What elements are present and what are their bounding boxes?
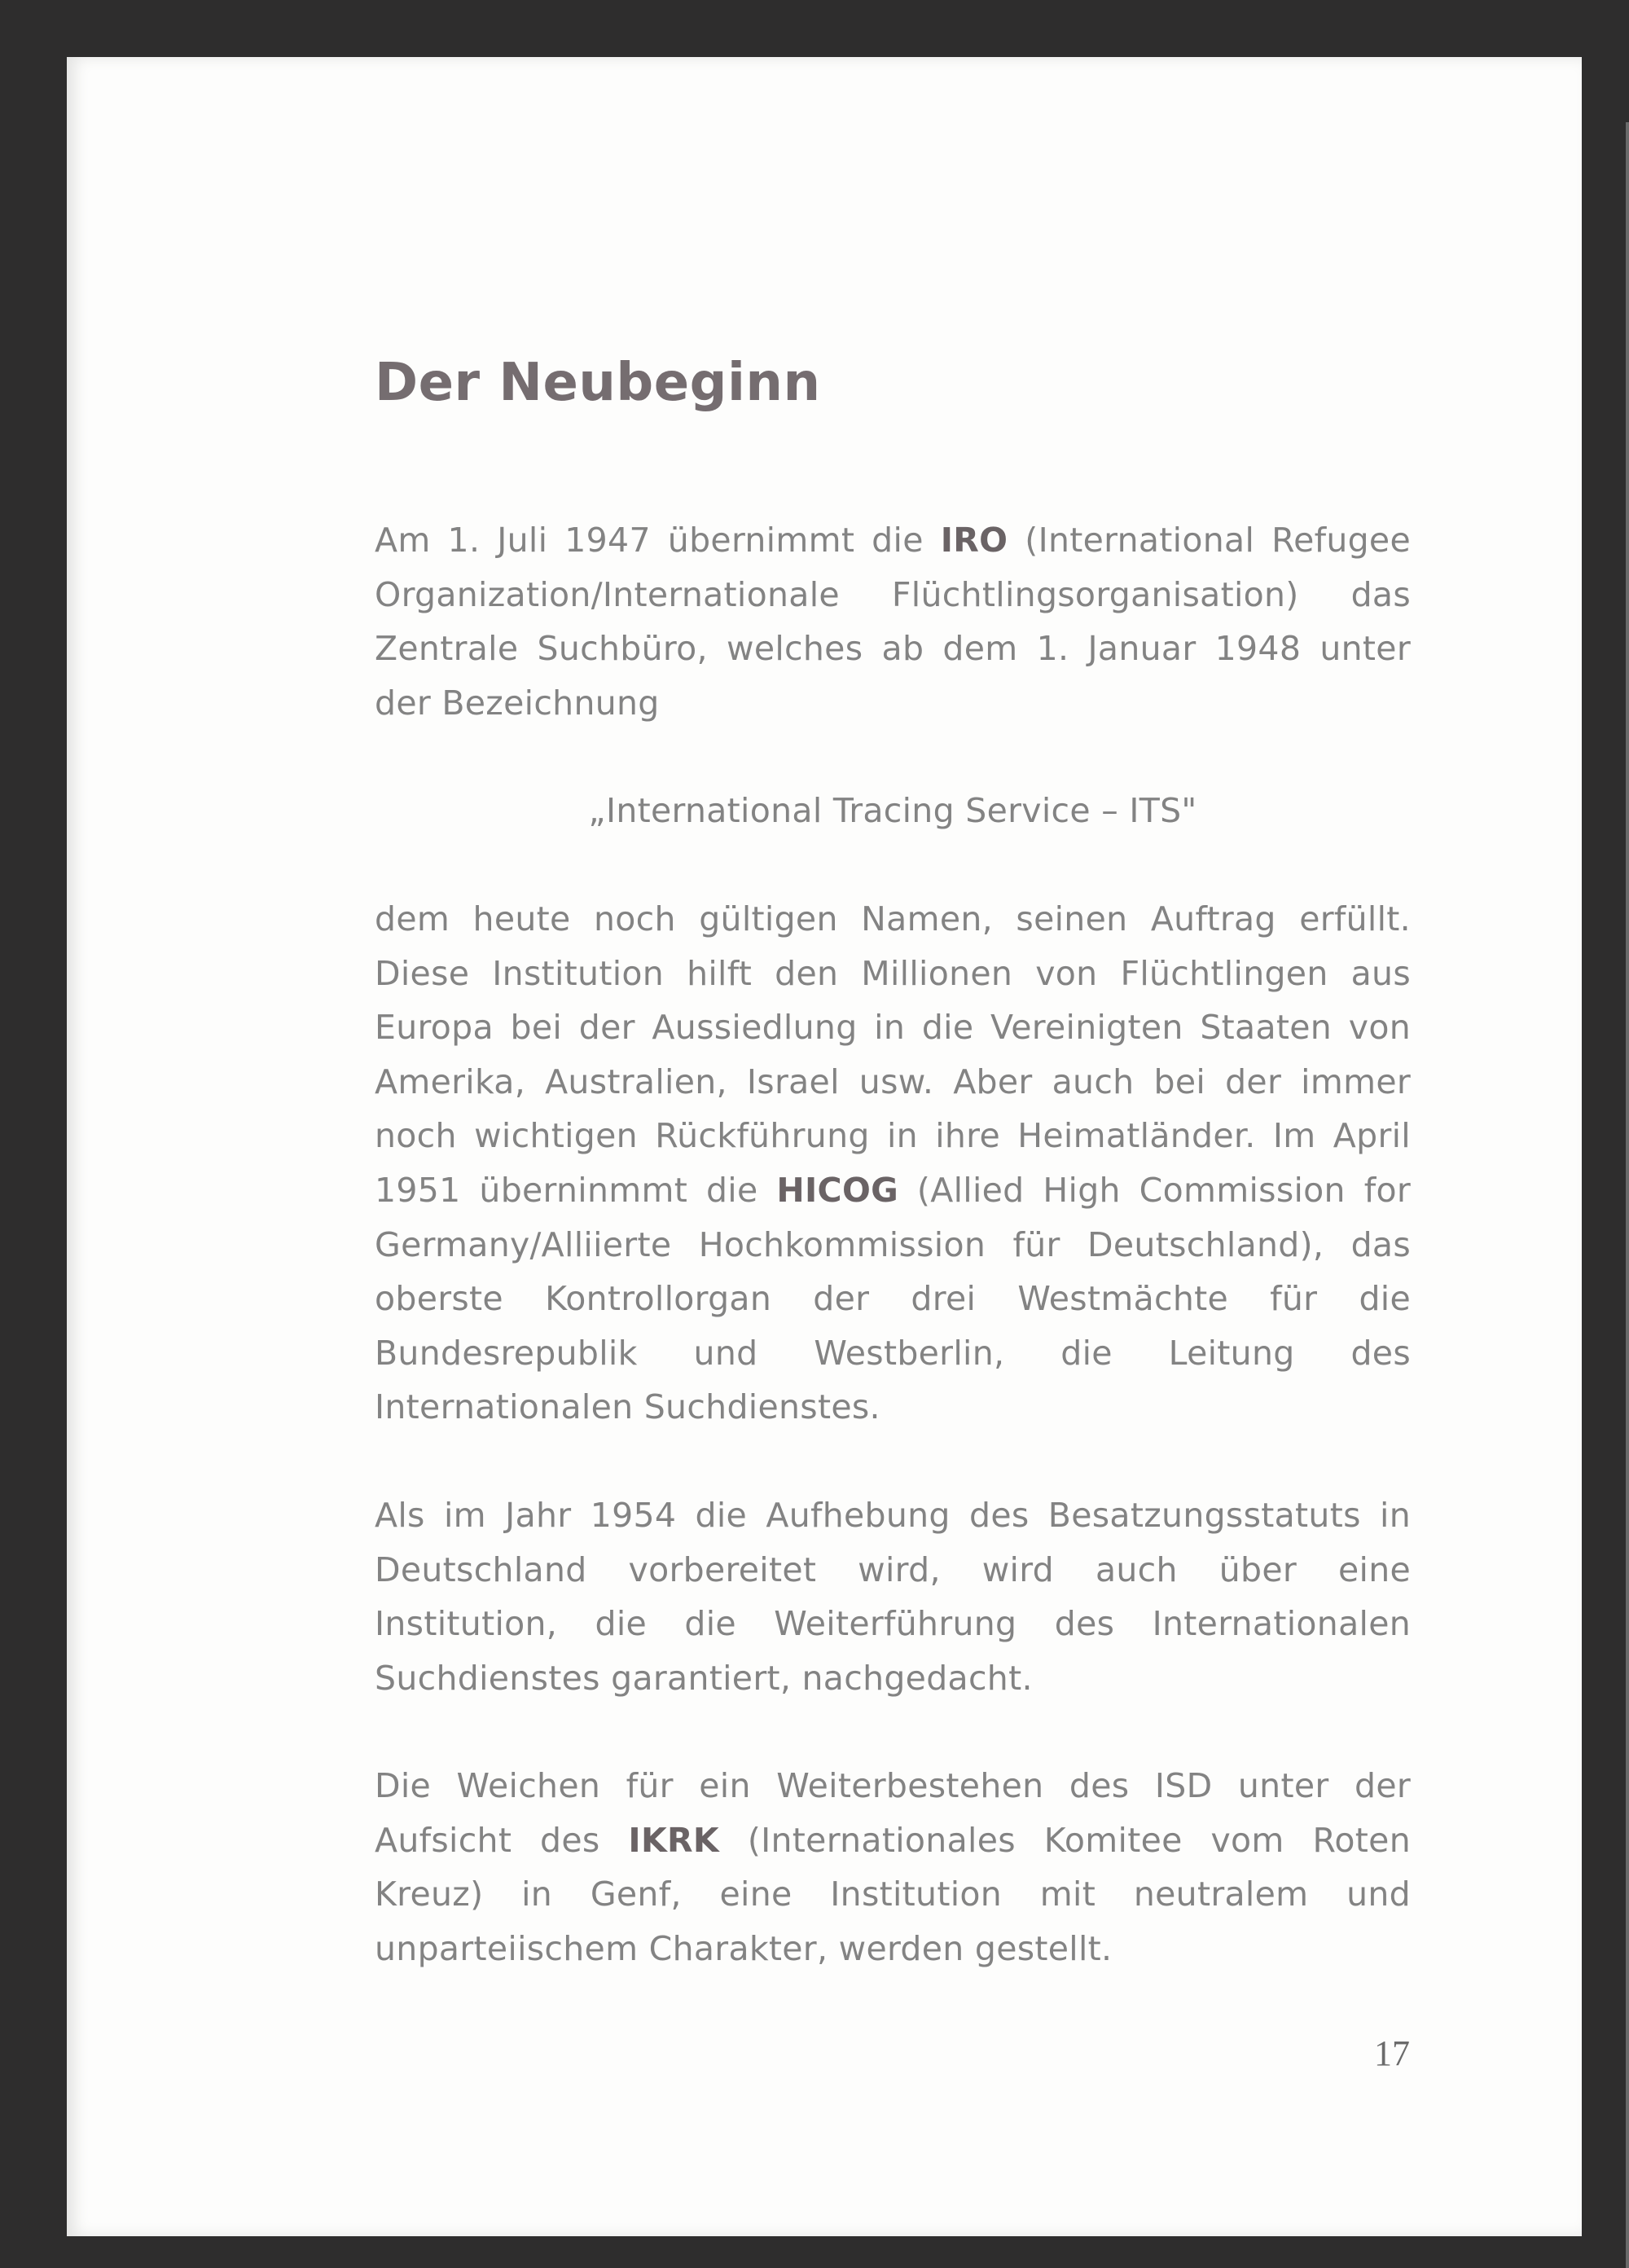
paragraph-text: (Allied High Commission for Germany/Alliierte Hochkommission für Deutschland), das oberste Kontrollorgan der drei Westmächte für die Bundesrepublik und Westberlin, die Leitung des Internationalen Suchdienstes. — [375, 1170, 1411, 1427]
page-title: Der Neubeginn — [375, 353, 821, 413]
page-number: 17 — [1374, 2033, 1410, 2073]
acronym-iro: IRO — [940, 521, 1008, 560]
paragraph-hicog — [375, 892, 1411, 1435]
paragraph-spacer — [375, 1705, 1411, 1759]
paragraph-iro — [375, 513, 1411, 730]
quoted-service-name: „International Tracing Service – ITS" — [588, 791, 1197, 831]
document-body — [375, 350, 1411, 1976]
page-edge — [1626, 122, 1629, 2268]
acronym-ikrk: IKRK — [628, 1820, 719, 1860]
paragraph-spacer — [375, 1435, 1411, 1488]
paragraph-text: (International Refugee Organization/Internationale Flüchtlingsorganisation) das Zentrale Suchbüro, welches ab dem 1. Januar 1948 unter der Bezeichnung — [375, 521, 1411, 723]
paragraph-text: dem heute noch gültigen Namen, seinen Auftrag erfüllt. Diese Institution hilft den Millionen von Flüchtlingen aus Europa bei der Aussiedlung in die Vereinigten Staaten von Amerika, Australien, Israel usw. Aber auch bei der immer noch wichtigen Rückführung in ihre Heimatländer. Im April 1951 überninmmt die — [375, 899, 1411, 1210]
paragraph-ikrk — [375, 1759, 1411, 1976]
paragraph-besatzungsstatut: Als im Jahr 1954 die Aufhebung des Besatzungsstatuts in Deutschland vorbereitet wird, wird auch über eine Institution, die die Weiterführung des Internationalen Suchdienstes garantiert, nachgedacht. — [375, 1495, 1411, 1698]
paragraph-text: (Internationales Komitee vom Roten Kreuz) in Genf, eine Institution mit neutralem und unparteiischem Charakter, werden gestellt. — [375, 1820, 1411, 1969]
document-page — [67, 57, 1582, 2236]
paragraph-text: Am 1. Juli 1947 übernimmt die — [375, 521, 941, 560]
paragraph-text: Die Weichen für ein Weiterbestehen des ISD unter der Aufsicht des — [375, 1766, 1411, 1860]
acronym-hicog: HICOG — [776, 1170, 899, 1210]
